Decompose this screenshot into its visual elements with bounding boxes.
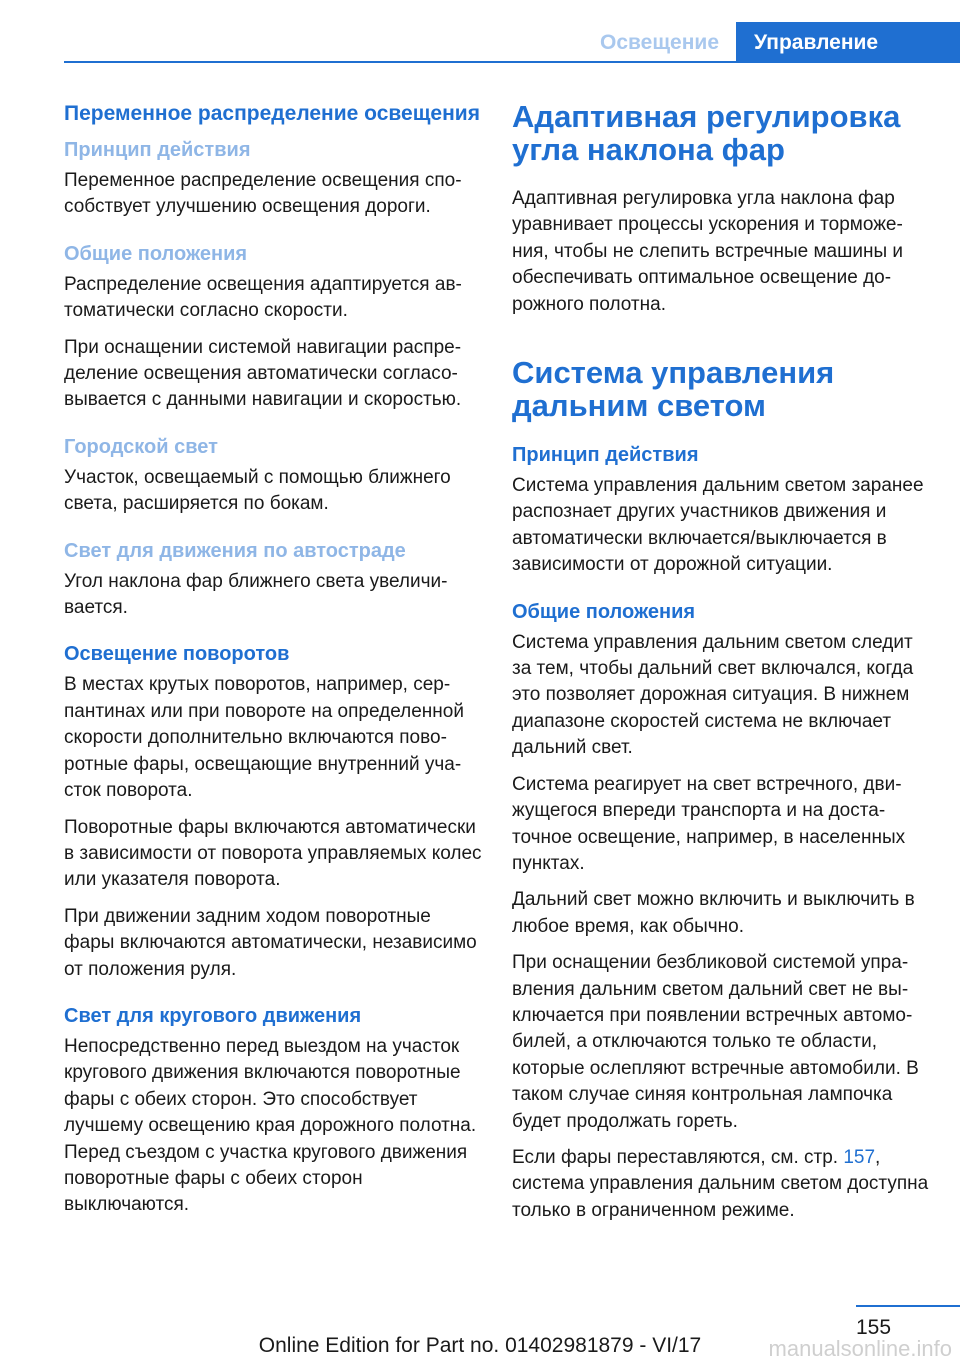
high-beam-assistant-heading: Система управления дальним светом — [512, 355, 835, 424]
hba-general-paragraph-1: Система управления дальним светом следит за тем, чтобы дальний свет включался, когда это позволяет дорожная ситуация. В нижнем диапазоне скоростей система не включает дальний свет. — [512, 631, 914, 759]
header-active-tab: Управление — [736, 22, 960, 63]
hba-general-paragraph-2: Система реагирует на свет встречного, движущегося впереди транспорта и на достаточное освещение, например, в населенных пунктах. — [512, 773, 906, 874]
cornering-paragraph-2: Поворотные фары включаются автоматически в зависимости от поворота управляемых колес или указателя поворота. — [64, 816, 482, 891]
city-light-paragraph: Участок, освещаемый с помощью ближнего света, расширяется по бокам. — [64, 466, 451, 515]
hba-principle-heading: Принцип действия — [512, 444, 699, 467]
right-column — [512, 100, 930, 1234]
hba-principle-paragraph: Система управления дальним светом заранее распознает других участников движения и автоматически включается/выключается в зависимости от дорожной ситуации. — [512, 475, 924, 576]
header-section-label: Освещение — [600, 30, 719, 54]
header-rule — [64, 61, 960, 63]
hba-p5-text-after: , система управления дальним светом доступна только в ограниченном режиме. — [512, 1146, 929, 1221]
roundabout-paragraph: Непосредственно перед выездом на участок кругового движения включаются поворотные фары с обеих сторон. Это способствует лучшему освещению края дорожного полотна. Перед съездом с участка кругового движения поворотные фары с обеих сторон выключаются. — [64, 1035, 477, 1216]
hba-general-paragraph-5 — [512, 1145, 930, 1224]
watermark: manualsonline.info — [768, 1336, 952, 1361]
page-reference-link[interactable]: 157 — [843, 1146, 876, 1168]
hba-general-heading: Общие положения — [512, 600, 696, 623]
principle-paragraph: Переменное распределение освещения способствует улучшению освещения дороги. — [64, 170, 462, 218]
page-number-rule — [856, 1305, 960, 1307]
roundabout-light-heading: Свет для кругового движения — [64, 1004, 362, 1027]
general-paragraph-2: При оснащении системой навигации распределение освещения автоматически согласовывается с данными навигации и скоростью. — [64, 336, 462, 411]
general-heading: Общие положения — [64, 242, 248, 265]
cornering-light-heading: Освещение поворотов — [64, 643, 290, 666]
highway-light-heading: Свет для движения по автостраде — [64, 539, 406, 562]
highway-light-paragraph: Угол наклона фар ближнего света увеличивается. — [64, 570, 448, 619]
hba-general-paragraph-4: При оснащении безбликовой системой управления дальним светом дальний свет не выключается при появлении встречных автомобилей, а отключаются только те области, которые ослепляют встречные автомобили. В таком случае синяя контрольная лампочка будет продолжать гореть. — [512, 952, 919, 1132]
page-number: 155 — [856, 1316, 892, 1339]
hba-p5-text-before: Если фары переставляются, см. стр. — [512, 1146, 844, 1168]
adaptive-paragraph: Адаптивная регулировка угла наклона фар уравнивает процессы ускорения и торможения, чтобы не слепить встречные машины и обеспечивать оптимальное освещение дорожного полотна. — [512, 188, 904, 315]
hba-general-paragraph-3: Дальний свет можно включить и выключить в любое время, как обычно. — [512, 889, 915, 937]
left-column — [64, 100, 482, 1229]
cornering-paragraph-1: В местах крутых поворотов, например, серпантинах или при повороте на определенной скорости дополнительно включаются поворотные фары, освещающие внутренний участок поворота. — [64, 674, 464, 802]
cornering-paragraph-3: При движении задним ходом поворотные фары включаются автоматически, независимо от положения руля. — [64, 905, 477, 980]
edition-footer: Online Edition for Part no. 01402981879 - VI/17 — [258, 1334, 702, 1357]
general-paragraph-1: Распределение освещения адаптируется автоматически согласно скорости. — [64, 273, 462, 322]
city-light-heading: Городской свет — [64, 435, 218, 458]
adaptive-headlight-heading: Адаптивная регулировка угла наклона фар — [512, 99, 901, 167]
principle-heading: Принцип действия — [64, 139, 251, 161]
variable-lighting-heading: Переменное распределение освещения — [64, 102, 480, 125]
